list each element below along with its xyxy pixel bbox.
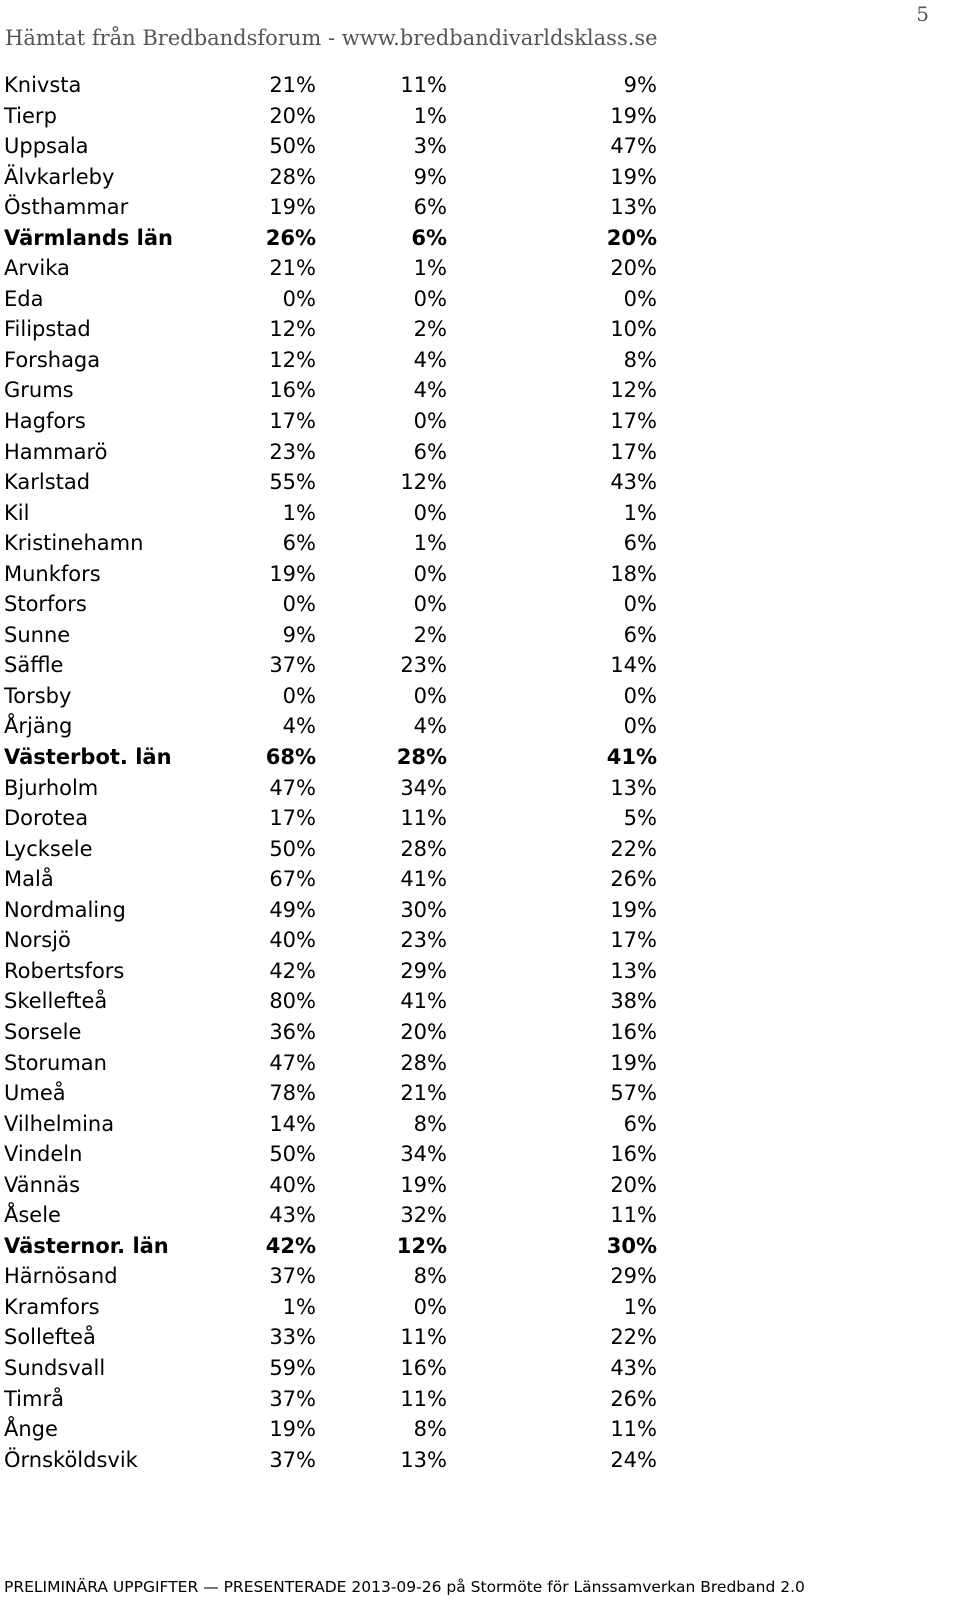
value-col-2: 1% xyxy=(413,256,447,281)
municipality-name: Sundsvall xyxy=(4,1355,106,1380)
value-col-2: 9% xyxy=(413,164,447,189)
value-col-1: 47% xyxy=(269,775,316,800)
municipality-name: Knivsta xyxy=(4,73,82,97)
table-row xyxy=(4,1322,660,1353)
value-col-2: 19% xyxy=(400,1172,447,1197)
value-col-2: 34% xyxy=(400,775,447,800)
municipality-table xyxy=(4,70,660,1475)
municipality-name: Sorsele xyxy=(4,1019,82,1044)
value-col-3: 16% xyxy=(610,1142,657,1167)
value-col-3: 19% xyxy=(610,1050,657,1075)
municipality-name: Västerbot. län xyxy=(4,745,172,770)
value-col-1: 0% xyxy=(282,286,316,311)
value-col-1: 12% xyxy=(269,347,316,372)
value-col-1: 50% xyxy=(269,836,316,861)
value-col-3: 24% xyxy=(610,1447,657,1472)
value-col-2: 32% xyxy=(400,1203,447,1228)
value-col-1: 67% xyxy=(269,867,316,892)
value-col-1: 20% xyxy=(269,103,316,128)
municipality-name: Nordmaling xyxy=(4,897,126,922)
value-col-1: 37% xyxy=(269,1386,316,1411)
table-row xyxy=(4,834,660,865)
value-col-2: 34% xyxy=(400,1142,447,1167)
value-col-1: 21% xyxy=(269,256,316,281)
value-col-3: 22% xyxy=(610,836,657,861)
value-col-2: 13% xyxy=(400,1447,447,1472)
value-col-1: 19% xyxy=(269,561,316,586)
municipality-name: Umeå xyxy=(4,1081,66,1106)
value-col-1: 0% xyxy=(282,592,316,617)
value-col-1: 1% xyxy=(282,1294,316,1319)
municipality-name: Bjurholm xyxy=(4,775,99,800)
value-col-3: 6% xyxy=(623,622,657,647)
value-col-3: 18% xyxy=(610,561,657,586)
municipality-name: Torsby xyxy=(4,683,72,708)
municipality-name: Hammarö xyxy=(4,439,108,464)
value-col-2: 1% xyxy=(413,103,447,128)
value-col-2: 2% xyxy=(413,317,447,342)
table-row xyxy=(4,314,660,345)
value-col-2: 3% xyxy=(413,134,447,159)
value-col-3: 43% xyxy=(610,470,657,495)
table-row xyxy=(4,559,660,590)
municipality-name: Åsele xyxy=(4,1203,61,1228)
table-row xyxy=(4,1292,660,1323)
municipality-name: Munkfors xyxy=(4,561,101,586)
municipality-name: Hagfors xyxy=(4,409,86,434)
value-col-2: 0% xyxy=(413,409,447,434)
municipality-name: Storuman xyxy=(4,1050,107,1075)
table-row xyxy=(4,192,660,223)
value-col-1: 50% xyxy=(269,134,316,159)
value-col-2: 6% xyxy=(413,439,447,464)
value-col-3: 14% xyxy=(610,653,657,678)
municipality-name: Lycksele xyxy=(4,836,93,861)
value-col-1: 17% xyxy=(269,806,316,831)
page-number: 5 xyxy=(916,2,929,26)
value-col-2: 12% xyxy=(396,1233,447,1258)
table-row xyxy=(4,345,660,376)
value-col-3: 13% xyxy=(610,195,657,220)
value-col-2: 0% xyxy=(413,561,447,586)
municipality-name: Skellefteå xyxy=(4,989,108,1014)
value-col-1: 14% xyxy=(269,1111,316,1136)
value-col-1: 23% xyxy=(269,439,316,464)
municipality-name: Kramfors xyxy=(4,1294,100,1319)
value-col-3: 9% xyxy=(623,73,657,97)
municipality-name: Sollefteå xyxy=(4,1325,96,1350)
municipality-name: Västernor. län xyxy=(4,1233,169,1258)
table-row xyxy=(4,956,660,987)
table-row xyxy=(4,498,660,529)
value-col-3: 19% xyxy=(610,897,657,922)
value-col-2: 11% xyxy=(400,1386,447,1411)
value-col-1: 42% xyxy=(265,1233,316,1258)
value-col-1: 59% xyxy=(269,1355,316,1380)
value-col-3: 6% xyxy=(623,531,657,556)
region-summary-row xyxy=(4,742,660,773)
municipality-name: Vännäs xyxy=(4,1172,81,1197)
value-col-2: 1% xyxy=(413,531,447,556)
table-row xyxy=(4,284,660,315)
municipality-name: Malå xyxy=(4,867,54,892)
municipality-name: Härnösand xyxy=(4,1264,118,1289)
table-row xyxy=(4,1017,660,1048)
value-col-1: 50% xyxy=(269,1142,316,1167)
value-col-2: 11% xyxy=(400,806,447,831)
value-col-2: 6% xyxy=(413,195,447,220)
table-row xyxy=(4,1353,660,1384)
table-row xyxy=(4,70,660,101)
value-col-2: 4% xyxy=(413,714,447,739)
value-col-1: 37% xyxy=(269,1264,316,1289)
value-col-1: 78% xyxy=(269,1081,316,1106)
municipality-name: Eda xyxy=(4,286,44,311)
municipality-name: Vindeln xyxy=(4,1142,83,1167)
table-row xyxy=(4,528,660,559)
value-col-3: 13% xyxy=(610,775,657,800)
value-col-1: 33% xyxy=(269,1325,316,1350)
value-col-3: 0% xyxy=(623,714,657,739)
value-col-2: 16% xyxy=(400,1355,447,1380)
value-col-2: 11% xyxy=(400,1325,447,1350)
value-col-2: 0% xyxy=(413,500,447,525)
value-col-2: 0% xyxy=(413,286,447,311)
value-col-3: 12% xyxy=(610,378,657,403)
value-col-1: 19% xyxy=(269,1417,316,1442)
table-row xyxy=(4,925,660,956)
value-col-3: 20% xyxy=(606,225,657,250)
table-row xyxy=(4,773,660,804)
value-col-1: 12% xyxy=(269,317,316,342)
region-summary-row xyxy=(4,1231,660,1262)
municipality-name: Norsjö xyxy=(4,928,71,953)
value-col-1: 40% xyxy=(269,928,316,953)
value-col-2: 29% xyxy=(400,958,447,983)
municipality-name: Forshaga xyxy=(4,347,101,372)
municipality-name: Värmlands län xyxy=(4,225,173,250)
table-row xyxy=(4,681,660,712)
table-row xyxy=(4,650,660,681)
table-row xyxy=(4,162,660,193)
value-col-3: 0% xyxy=(623,683,657,708)
value-col-2: 20% xyxy=(400,1019,447,1044)
value-col-1: 21% xyxy=(269,73,316,97)
value-col-1: 42% xyxy=(269,958,316,983)
value-col-3: 26% xyxy=(610,867,657,892)
value-col-1: 6% xyxy=(282,531,316,556)
value-col-3: 19% xyxy=(610,164,657,189)
value-col-3: 17% xyxy=(610,409,657,434)
value-col-3: 11% xyxy=(610,1203,657,1228)
value-col-2: 23% xyxy=(400,653,447,678)
municipality-name: Kil xyxy=(4,500,30,525)
value-col-3: 30% xyxy=(606,1233,657,1258)
value-col-2: 28% xyxy=(400,1050,447,1075)
municipality-name: Timrå xyxy=(4,1386,64,1411)
value-col-3: 0% xyxy=(623,592,657,617)
value-col-2: 30% xyxy=(400,897,447,922)
table-row xyxy=(4,895,660,926)
table-row xyxy=(4,1445,660,1476)
value-col-2: 4% xyxy=(413,378,447,403)
value-col-1: 37% xyxy=(269,1447,316,1472)
value-col-3: 17% xyxy=(610,928,657,953)
table-row xyxy=(4,620,660,651)
table-row xyxy=(4,1048,660,1079)
table-row xyxy=(4,589,660,620)
value-col-1: 68% xyxy=(265,745,316,770)
table-row xyxy=(4,1414,660,1445)
value-col-1: 55% xyxy=(269,470,316,495)
value-col-1: 49% xyxy=(269,897,316,922)
municipality-name: Sunne xyxy=(4,622,71,647)
table-row xyxy=(4,711,660,742)
municipality-name: Tierp xyxy=(4,103,57,128)
municipality-name: Grums xyxy=(4,378,74,403)
value-col-1: 26% xyxy=(265,225,316,250)
value-col-1: 9% xyxy=(282,622,316,647)
municipality-name: Robertsfors xyxy=(4,958,125,983)
value-col-1: 28% xyxy=(269,164,316,189)
value-col-1: 1% xyxy=(282,500,316,525)
value-col-1: 16% xyxy=(269,378,316,403)
municipality-name: Uppsala xyxy=(4,134,89,159)
municipality-name: Östhammar xyxy=(4,195,129,220)
value-col-2: 8% xyxy=(413,1417,447,1442)
value-col-3: 17% xyxy=(610,439,657,464)
municipality-name: Filipstad xyxy=(4,317,91,342)
table-row xyxy=(4,1170,660,1201)
table-row xyxy=(4,406,660,437)
value-col-2: 0% xyxy=(413,683,447,708)
value-col-1: 4% xyxy=(282,714,316,739)
value-col-1: 0% xyxy=(282,683,316,708)
value-col-2: 8% xyxy=(413,1111,447,1136)
source-header: Hämtat från Bredbandsforum - www.bredbandivarldsklass.se xyxy=(5,26,658,50)
value-col-2: 28% xyxy=(400,836,447,861)
value-col-3: 22% xyxy=(610,1325,657,1350)
value-col-1: 36% xyxy=(269,1019,316,1044)
municipality-name: Säffle xyxy=(4,653,64,678)
value-col-3: 1% xyxy=(623,500,657,525)
value-col-3: 19% xyxy=(610,103,657,128)
value-col-1: 19% xyxy=(269,195,316,220)
value-col-2: 4% xyxy=(413,347,447,372)
municipality-name: Älvkarleby xyxy=(4,164,115,189)
value-col-2: 0% xyxy=(413,592,447,617)
municipality-name: Arvika xyxy=(4,256,70,281)
value-col-2: 2% xyxy=(413,622,447,647)
value-col-2: 12% xyxy=(400,470,447,495)
value-col-3: 20% xyxy=(610,1172,657,1197)
footer-note: PRELIMINÄRA UPPGIFTER — PRESENTERADE 2013-09-26 på Stormöte för Länssamverkan Bredband 2.0 xyxy=(4,1578,805,1596)
municipality-name: Årjäng xyxy=(4,714,73,739)
table-row xyxy=(4,253,660,284)
value-col-3: 43% xyxy=(610,1355,657,1380)
table-row xyxy=(4,986,660,1017)
municipality-name: Kristinehamn xyxy=(4,531,144,556)
value-col-1: 40% xyxy=(269,1172,316,1197)
value-col-3: 6% xyxy=(623,1111,657,1136)
value-col-2: 0% xyxy=(413,1294,447,1319)
value-col-2: 23% xyxy=(400,928,447,953)
value-col-3: 41% xyxy=(606,745,657,770)
value-col-3: 20% xyxy=(610,256,657,281)
municipality-name: Vilhelmina xyxy=(4,1111,115,1136)
value-col-3: 16% xyxy=(610,1019,657,1044)
table-row xyxy=(4,1109,660,1140)
value-col-3: 47% xyxy=(610,134,657,159)
value-col-3: 57% xyxy=(610,1081,657,1106)
municipality-name: Ånge xyxy=(4,1417,58,1442)
value-col-3: 26% xyxy=(610,1386,657,1411)
value-col-1: 17% xyxy=(269,409,316,434)
table-row xyxy=(4,1384,660,1415)
value-col-1: 47% xyxy=(269,1050,316,1075)
municipality-name: Dorotea xyxy=(4,806,89,831)
table-row xyxy=(4,1139,660,1170)
value-col-2: 8% xyxy=(413,1264,447,1289)
value-col-2: 41% xyxy=(400,867,447,892)
municipality-name: Karlstad xyxy=(4,470,91,495)
value-col-3: 5% xyxy=(623,806,657,831)
region-summary-row xyxy=(4,223,660,254)
table-row xyxy=(4,467,660,498)
value-col-3: 13% xyxy=(610,958,657,983)
value-col-3: 10% xyxy=(610,317,657,342)
value-col-1: 80% xyxy=(269,989,316,1014)
value-col-2: 28% xyxy=(396,745,447,770)
value-col-3: 38% xyxy=(610,989,657,1014)
value-col-2: 41% xyxy=(400,989,447,1014)
value-col-3: 29% xyxy=(610,1264,657,1289)
table-row xyxy=(4,375,660,406)
table-row xyxy=(4,1078,660,1109)
value-col-3: 1% xyxy=(623,1294,657,1319)
table-row xyxy=(4,1200,660,1231)
table-row xyxy=(4,803,660,834)
value-col-3: 11% xyxy=(610,1417,657,1442)
value-col-3: 0% xyxy=(623,286,657,311)
table-row xyxy=(4,437,660,468)
table-row xyxy=(4,101,660,132)
value-col-2: 11% xyxy=(400,73,447,97)
table-row xyxy=(4,131,660,162)
value-col-3: 8% xyxy=(623,347,657,372)
value-col-1: 43% xyxy=(269,1203,316,1228)
municipality-name: Storfors xyxy=(4,592,87,617)
value-col-1: 37% xyxy=(269,653,316,678)
value-col-2: 6% xyxy=(411,225,447,250)
table-row xyxy=(4,864,660,895)
table-row xyxy=(4,1261,660,1292)
value-col-2: 21% xyxy=(400,1081,447,1106)
municipality-name: Örnsköldsvik xyxy=(4,1447,138,1472)
